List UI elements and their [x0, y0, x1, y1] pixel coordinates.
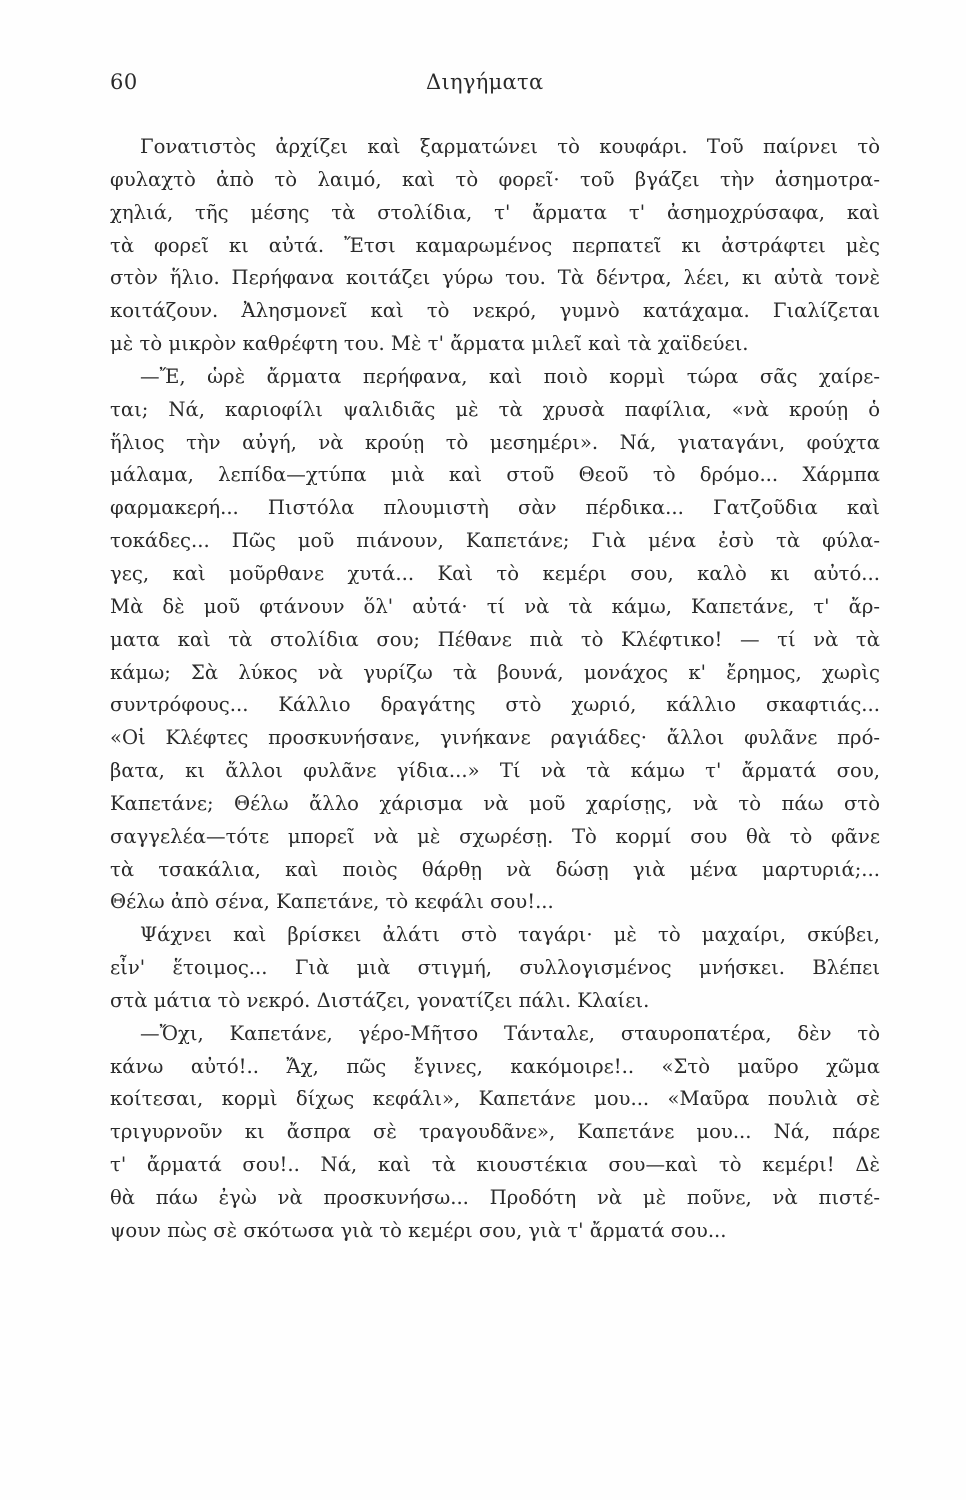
text-line: —Ὄχι, Καπετάνε, γέρο-Μῆτσο Τάνταλε, σταυροπατέρα, δὲν τὸ [140, 1021, 880, 1045]
text-line: μὲ τὸ μικρὸν καθρέφτη του. Μὲ τ' ἄρματα μιλεῖ καὶ τὰ χαϊδεύει. [110, 332, 749, 356]
text-line: τὰ φορεῖ κι αὐτά. Ἔτσι καμαρωμένος περπατεῖ κι ἀστράφτει μὲς [110, 233, 880, 257]
text-line: σαγγελέα—τότε μπορεῖ νὰ μὲ σχωρέσῃ. Τὸ κορμί σου θὰ τὸ φᾶνε [110, 824, 880, 848]
text-line: συντρόφους... Κάλλιο δραγάτης στὸ χωριό, κάλλιο σκαφτιάς... [110, 693, 880, 717]
text-line: ται; Νά, καριοφίλι ψαλιδιᾶς μὲ τὰ χρυσὰ παφίλια, «νὰ κρούῃ ὁ [110, 397, 880, 421]
text-line: εἶν' ἕτοιμος... Γιὰ μιὰ στιγμή, συλλογισμένος μνήσκει. Βλέπει [110, 956, 880, 980]
text-line: Μὰ δὲ μοῦ φτάνουν ὅλ' αὐτά· τί νὰ τὰ κάμω, Καπετάνε, τ' ἄρ- [110, 594, 880, 618]
body-text [110, 131, 880, 1248]
text-line: τὰ τσακάλια, καὶ ποιὸς θάρθῃ νὰ δώσῃ γιὰ μένα μαρτυριά;... [110, 857, 880, 881]
running-head [110, 70, 880, 104]
text-line: βατα, κι ἄλλοι φυλᾶνε γίδια...» Τί νὰ τὰ κάμω τ' ἄρματά σου, [110, 759, 880, 783]
text-line: «Οἱ Κλέφτες προσκυνήσανε, γινήκανε ραγιάδες· ἄλλοι φυλᾶνε πρό- [110, 726, 880, 750]
text-line: θὰ πάω ἐγὼ νὰ προσκυνήσω... Προδότη νὰ μὲ ποῦνε, νὰ πιστέ- [110, 1186, 880, 1209]
text-line: χηλιά, τῆς μέσης τὰ στολίδια, τ' ἄρματα τ' ἀσημοχρύσαφα, καὶ [110, 200, 880, 224]
text-line: κοιτάζουν. Ἀλησμονεῖ καὶ τὸ νεκρό, γυμνὸ κατάχαμα. Γιαλίζεται [110, 299, 880, 323]
text-line: μάλαμα, λεπίδα—χτύπα μιὰ καὶ στοῦ Θεοῦ τὸ δρόμο... Χάρμπα [110, 463, 880, 487]
text-line: κοίτεσαι, κορμὶ δίχως κεφάλι», Καπετάνε μου... «Μαῦρα πουλιὰ σὲ [110, 1087, 880, 1111]
text-line: Θέλω ἀπὸ σένα, Καπετάνε, τὸ κεφάλι σου!... [110, 890, 554, 914]
text-line: φυλαχτὸ ἀπὸ τὸ λαιμό, καὶ τὸ φορεῖ· τοῦ βγάζει τὴν ἀσημοτρα- [110, 167, 880, 191]
text-line: ἥλιος τὴν αὐγή, νὰ κρούῃ τὸ μεσημέρι». Νά, γιαταγάνι, φούχτα [110, 430, 880, 454]
text-line: ψουν πὼς σὲ σκότωσα γιὰ τὸ κεμέρι σου, γιὰ τ' ἄρματά σου... [110, 1218, 727, 1242]
text-line: —Ἔ, ὡρὲ ἄρματα περήφανα, καὶ ποιὸ κορμὶ τώρα σᾶς χαίρε- [140, 364, 880, 388]
text-line: Ψάχνει καὶ βρίσκει ἀλάτι στὸ ταγάρι· μὲ τὸ μαχαίρι, σκύβει, [140, 923, 880, 947]
text-line: Καπετάνε; Θέλω ἄλλο χάρισμα νὰ μοῦ χαρίσῃς, νὰ τὸ πάω στὸ [110, 791, 880, 815]
running-title: Διηγήματα [426, 70, 544, 94]
page-number: 60 [110, 70, 138, 94]
text-line: κάμω; Σὰ λύκος νὰ γυρίζω τὰ βουνά, μονάχος κ' ἔρημος, χωρὶς [110, 660, 880, 684]
text-line: φαρμακερή... Πιστόλα πλουμιστὴ σὰν πέρδικα... Γατζοῦδια καὶ [110, 496, 880, 520]
text-line: κάνω αὐτό!.. Ἄχ, πῶς ἔγινες, κακόμοιρε!.. «Στὸ μαῦρο χῶμα [110, 1054, 880, 1078]
text-line: τριγυρνοῦν κι ἄσπρα σὲ τραγουδᾶνε», Καπετάνε μου... Νά, πάρε [110, 1120, 880, 1144]
text-line: τ' ἄρματά σου!.. Νά, καὶ τὰ κιουστέκια σου—καὶ τὸ κεμέρι! Δὲ [110, 1153, 880, 1177]
text-line: στὰ μάτια τὸ νεκρό. Διστάζει, γονατίζει πάλι. Κλαίει. [110, 988, 650, 1012]
text-line: Γονατιστὸς ἀρχίζει καὶ ξαρματώνει τὸ κουφάρι. Τοῦ παίρνει τὸ [140, 135, 880, 158]
text-line: τοκάδες... Πῶς μοῦ πιάνουν, Καπετάνε; Γιὰ μένα ἐσὺ τὰ φύλα- [110, 529, 880, 553]
text-line: στὸν ἥλιο. Περήφανα κοιτάζει γύρω του. Τὰ δέντρα, λέει, κι αὐτὰ τονὲ [110, 266, 880, 290]
text-line: ματα καὶ τὰ στολίδια σου; Πέθανε πιὰ τὸ Κλέφτικο! — τί νὰ τὰ [110, 627, 880, 651]
text-line: γες, καὶ μοῦρθανε χυτά... Καὶ τὸ κεμέρι σου, καλὸ κι αὐτό... [110, 561, 880, 585]
